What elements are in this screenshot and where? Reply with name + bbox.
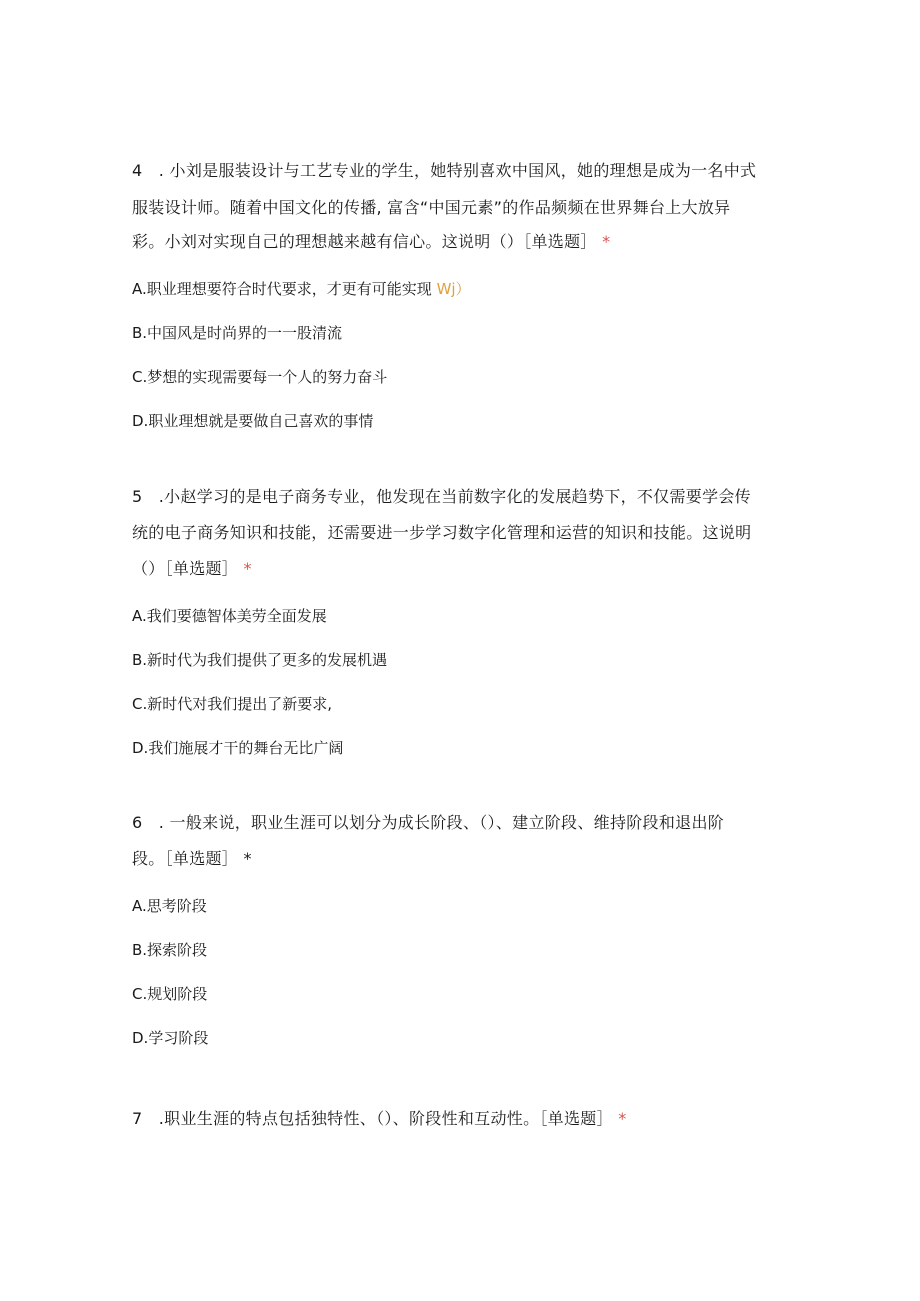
option-a[interactable] (132, 278, 792, 300)
question-7-text-line-1 (132, 1107, 792, 1131)
required-mark: * (618, 1109, 627, 1128)
question-4-text-line-3 (132, 230, 792, 254)
option-c[interactable]: C.梦想的实现需要每一个人的努力奋斗 (132, 368, 388, 386)
question-7-text-line-1-content: 7 .职业生涯的特点包括独特性、（）、阶段性和互动性。［单选题］ (132, 1109, 613, 1128)
option-c[interactable]: C.规划阶段 (132, 985, 208, 1003)
question-4-text-line-3-content: 彩。小刘对实现自己的理想越来越有信心。这说明（）［单选题］ (132, 232, 597, 251)
question-6-text-line-2-content: 段。［单选题］ (132, 849, 239, 868)
option-b[interactable]: B.中国风是时尚界的一一股清流 (132, 324, 343, 342)
option-a[interactable]: A.思考阶段 (132, 897, 207, 915)
option-b[interactable]: B.探索阶段 (132, 941, 208, 959)
question-4-text-line-2: 服装设计师。随着中国文化的传播, 富含“中国元素”的作品频频在世界舞台上大放异 (132, 198, 731, 217)
option-a-hint: Wj） (436, 280, 471, 298)
option-a[interactable]: A.我们要德智体美劳全面发展 (132, 607, 327, 625)
option-c[interactable]: C.新时代对我们提出了新要求, (132, 695, 333, 713)
required-mark: * (602, 232, 611, 251)
required-mark: * (243, 559, 252, 578)
required-mark: * (243, 849, 252, 868)
option-b[interactable]: B.新时代为我们提供了更多的发展机遇 (132, 651, 388, 669)
question-5-text-line-3 (132, 557, 792, 581)
option-d[interactable]: D.我们施展才干的舞台无比广阔 (132, 739, 344, 757)
question-6-text-line-1: 6 . 一般来说，职业生涯可以划分为成长阶段、（）、建立阶段、维持阶段和退出阶 (132, 813, 725, 832)
option-a-label: A.职业理想要符合时代要求，才更有可能实现 (132, 280, 432, 298)
question-5-text-line-3-content: （）［单选题］ (132, 559, 239, 578)
option-d[interactable]: D.职业理想就是要做自己喜欢的事情 (132, 412, 374, 430)
question-5-text-line-1: 5 .小赵学习的是电子商务专业，他发现在当前数字化的发展趋势下，不仅需要学会传 (132, 487, 751, 506)
question-4-text-line-1: 4 . 小刘是服装设计与工艺专业的学生，她特别喜欢中国风，她的理想是成为一名中式 (132, 161, 757, 180)
question-5-text-line-2: 统的电子商务知识和技能，还需要进一步学习数字化管理和运营的知识和技能。这说明 (132, 523, 752, 542)
question-6-text-line-2 (132, 847, 792, 871)
option-d[interactable]: D.学习阶段 (132, 1029, 209, 1047)
